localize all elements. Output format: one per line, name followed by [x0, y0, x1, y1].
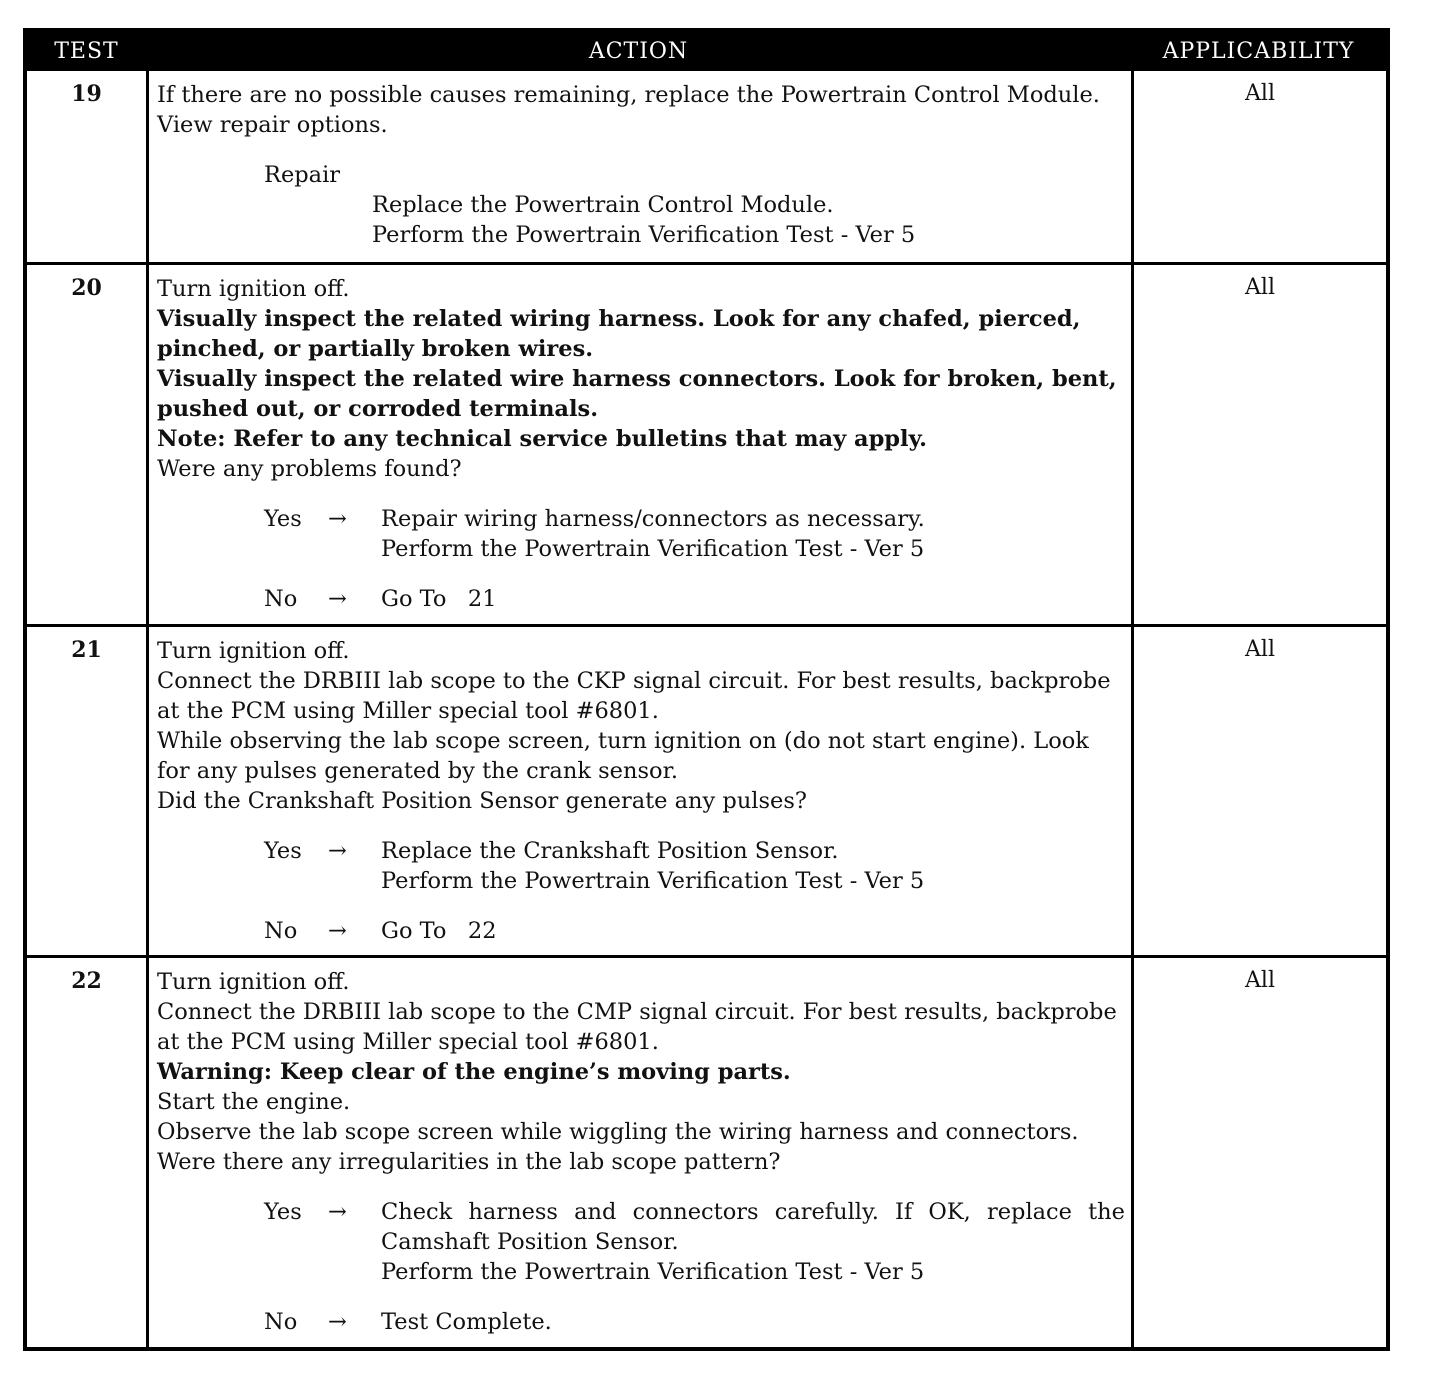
question-line: Were there any irregularities in the lab scope pattern?: [157, 1149, 781, 1175]
arrow-icon: →: [328, 1309, 347, 1335]
no-label: No: [264, 586, 298, 612]
applicability-cell: All: [1245, 968, 1275, 993]
diagnostic-table: [23, 28, 1390, 1351]
repair-line: Perform the Powertrain Verification Test - Ver 5: [372, 222, 916, 248]
arrow-icon: →: [328, 838, 347, 864]
repair-line: Replace the Powertrain Control Module.: [372, 192, 834, 218]
action-line: Start the engine.: [157, 1089, 351, 1115]
action-line: View repair options.: [157, 112, 388, 138]
yes-line: Perform the Powertrain Verification Test - Ver 5: [381, 536, 925, 562]
yes-line: Check harness and connectors carefully. If OK, replace the Camshaft Position Sensor.: [381, 1199, 1125, 1255]
no-label: No: [264, 918, 298, 944]
repair-options: [264, 160, 1125, 250]
action-cell: [149, 958, 1134, 1347]
test-number: 22: [27, 958, 149, 1347]
header-test: TEST: [54, 39, 119, 64]
yes-line: Perform the Powertrain Verification Test - Ver 5: [381, 1259, 925, 1285]
no-text: Test Complete.: [381, 1309, 552, 1335]
table-row: [27, 262, 1386, 624]
yes-option: [157, 1197, 1125, 1287]
action-cell: [149, 627, 1134, 955]
test-number: 21: [27, 627, 149, 955]
yes-label: Yes: [264, 838, 302, 864]
warning-line: Warning: Keep clear of the engine’s moving parts.: [157, 1059, 791, 1085]
action-line: While observing the lab scope screen, turn ignition on (do not start engine). Look for any pulses generated by the crank sensor.: [157, 728, 1089, 784]
test-number: 20: [27, 265, 149, 624]
table-row: [27, 71, 1386, 262]
action-line: Turn ignition off.: [157, 969, 350, 995]
repair-label: Repair: [264, 162, 341, 188]
question-line: Were any problems found?: [157, 456, 462, 482]
yes-option: [157, 504, 1125, 564]
yes-line: Replace the Crankshaft Position Sensor.: [381, 838, 839, 864]
action-line: If there are no possible causes remaining, replace the Powertrain Control Module.: [157, 82, 1100, 108]
table-row: [27, 624, 1386, 955]
no-label: No: [264, 1309, 298, 1335]
applicability-cell: All: [1245, 637, 1275, 662]
action-line: Connect the DRBIII lab scope to the CKP signal circuit. For best results, backprobe at the PCM using Miller special tool #6801.: [157, 668, 1111, 724]
action-line: Observe the lab scope screen while wiggling the wiring harness and connectors.: [157, 1119, 1079, 1145]
yes-line: Repair wiring harness/connectors as necessary.: [381, 506, 925, 532]
no-text: Go To 21: [381, 586, 497, 612]
action-cell: [149, 71, 1134, 262]
action-cell: [149, 265, 1134, 624]
header-applicability: APPLICABILITY: [1162, 39, 1355, 64]
no-option: [157, 1307, 1125, 1337]
test-number: 19: [27, 71, 149, 262]
note-line: Note: Refer to any technical service bulletins that may apply.: [157, 426, 927, 452]
arrow-icon: →: [328, 506, 347, 532]
table-row: [27, 955, 1386, 1347]
arrow-icon: →: [328, 586, 347, 612]
header-action: ACTION: [588, 39, 689, 64]
no-text: Go To 22: [381, 918, 497, 944]
yes-label: Yes: [264, 1199, 302, 1225]
action-line-bold: Visually inspect the related wiring harness. Look for any chafed, pierced, pinched, or partially broken wires.: [157, 306, 1081, 362]
arrow-icon: →: [328, 1199, 347, 1225]
action-line-bold: Visually inspect the related wire harness connectors. Look for broken, bent, pushed out, or corroded terminals.: [157, 366, 1117, 422]
action-line: Connect the DRBIII lab scope to the CMP signal circuit. For best results, backprobe at the PCM using Miller special tool #6801.: [157, 999, 1117, 1055]
applicability-cell: All: [1245, 81, 1275, 106]
yes-line: Perform the Powertrain Verification Test - Ver 5: [381, 868, 925, 894]
action-line: Turn ignition off.: [157, 638, 350, 664]
applicability-cell: All: [1245, 275, 1275, 300]
yes-option: [157, 836, 1125, 896]
arrow-icon: →: [328, 918, 347, 944]
yes-label: Yes: [264, 506, 302, 532]
no-option: [157, 916, 1125, 946]
question-line: Did the Crankshaft Position Sensor generate any pulses?: [157, 788, 807, 814]
table-header: [27, 32, 1386, 71]
action-line: Turn ignition off.: [157, 276, 350, 302]
no-option: [157, 584, 1125, 614]
